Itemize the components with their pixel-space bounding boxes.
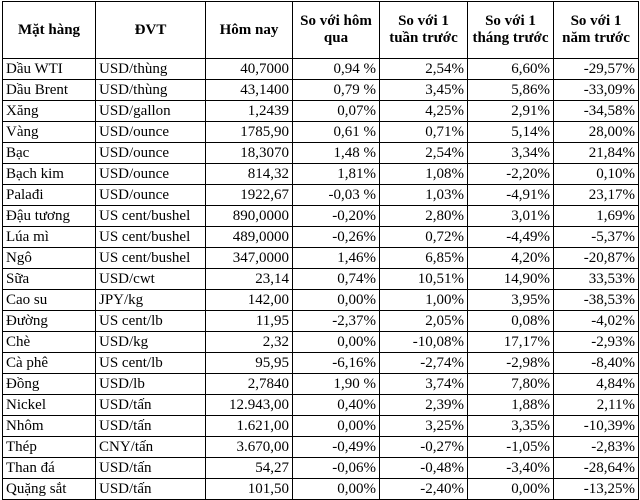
commodity-name-cell: Bạc xyxy=(3,143,96,164)
header-unit: ĐVT xyxy=(96,2,206,59)
change-month-cell: -1,05% xyxy=(468,437,554,458)
price-today-cell: 489,0000 xyxy=(206,227,293,248)
table-row xyxy=(3,248,639,269)
change-week-cell: 3,74% xyxy=(380,374,468,395)
change-week-cell: 2,39% xyxy=(380,395,468,416)
header-today: Hôm nay xyxy=(206,2,293,59)
table-body xyxy=(3,59,639,500)
change-month-cell: 3,34% xyxy=(468,143,554,164)
change-week-cell: 2,80% xyxy=(380,206,468,227)
price-today-cell: 3.670,00 xyxy=(206,437,293,458)
change-year-cell: -38,53% xyxy=(554,290,639,311)
table-row xyxy=(3,458,639,479)
change-year-cell: 28,00% xyxy=(554,122,639,143)
change-day-cell: -0,49% xyxy=(293,437,380,458)
unit-cell: USD/gallon xyxy=(96,101,206,122)
change-month-cell: 0,08% xyxy=(468,311,554,332)
price-today-cell: 1,2439 xyxy=(206,101,293,122)
change-day-cell: 0,74% xyxy=(293,269,380,290)
change-week-cell: 2,54% xyxy=(380,59,468,80)
change-year-cell: -4,02% xyxy=(554,311,639,332)
price-today-cell: 890,0000 xyxy=(206,206,293,227)
change-day-cell: 0,61 % xyxy=(293,122,380,143)
change-month-cell: 4,20% xyxy=(468,248,554,269)
change-month-cell: 1,88% xyxy=(468,395,554,416)
change-year-cell: -29,57% xyxy=(554,59,639,80)
price-today-cell: 1785,90 xyxy=(206,122,293,143)
change-year-cell: -20,87% xyxy=(554,248,639,269)
change-day-cell: -0,06% xyxy=(293,458,380,479)
change-month-cell: 3,95% xyxy=(468,290,554,311)
table-row xyxy=(3,122,639,143)
change-day-cell: 1,46% xyxy=(293,248,380,269)
table-row xyxy=(3,143,639,164)
change-year-cell: -8,40% xyxy=(554,353,639,374)
commodity-name-cell: Thép xyxy=(3,437,96,458)
unit-cell: US cent/bushel xyxy=(96,227,206,248)
price-today-cell: 23,14 xyxy=(206,269,293,290)
commodity-name-cell: Ngô xyxy=(3,248,96,269)
table-row xyxy=(3,437,639,458)
price-today-cell: 11,95 xyxy=(206,311,293,332)
change-year-cell: 1,69% xyxy=(554,206,639,227)
commodity-name-cell: Chè xyxy=(3,332,96,353)
commodity-name-cell: Cà phê xyxy=(3,353,96,374)
change-week-cell: 3,45% xyxy=(380,80,468,101)
change-year-cell: 33,53% xyxy=(554,269,639,290)
change-day-cell: -6,16% xyxy=(293,353,380,374)
change-year-cell: 2,11% xyxy=(554,395,639,416)
unit-cell: USD/thùng xyxy=(96,80,206,101)
change-year-cell: -33,09% xyxy=(554,80,639,101)
table-row xyxy=(3,311,639,332)
price-today-cell: 2,7840 xyxy=(206,374,293,395)
change-year-cell: -13,25% xyxy=(554,479,639,500)
price-today-cell: 2,32 xyxy=(206,332,293,353)
change-year-cell: -28,64% xyxy=(554,458,639,479)
price-today-cell: 95,95 xyxy=(206,353,293,374)
change-year-cell: 23,17% xyxy=(554,185,639,206)
header-vs-week: So với 1 tuần trước xyxy=(380,2,468,59)
header-commodity: Mặt hàng xyxy=(3,2,96,59)
unit-cell: USD/ounce xyxy=(96,143,206,164)
change-week-cell: 1,00% xyxy=(380,290,468,311)
change-week-cell: -0,27% xyxy=(380,437,468,458)
change-week-cell: -2,74% xyxy=(380,353,468,374)
price-today-cell: 1922,67 xyxy=(206,185,293,206)
commodity-name-cell: Dầu Brent xyxy=(3,80,96,101)
header-vs-yesterday: So với hôm qua xyxy=(293,2,380,59)
table-row xyxy=(3,185,639,206)
table-row xyxy=(3,290,639,311)
unit-cell: US cent/bushel xyxy=(96,206,206,227)
commodity-name-cell: Bạch kim xyxy=(3,164,96,185)
unit-cell: USD/ounce xyxy=(96,185,206,206)
unit-cell: USD/tấn xyxy=(96,458,206,479)
table-row xyxy=(3,374,639,395)
change-day-cell: -0,26% xyxy=(293,227,380,248)
change-year-cell: -10,39% xyxy=(554,416,639,437)
change-day-cell: 0,94 % xyxy=(293,59,380,80)
change-week-cell: 0,72% xyxy=(380,227,468,248)
change-year-cell: -2,93% xyxy=(554,332,639,353)
price-today-cell: 347,0000 xyxy=(206,248,293,269)
change-day-cell: -2,37% xyxy=(293,311,380,332)
commodity-name-cell: Than đá xyxy=(3,458,96,479)
unit-cell: USD/tấn xyxy=(96,479,206,500)
change-year-cell: -5,37% xyxy=(554,227,639,248)
change-day-cell: 0,79 % xyxy=(293,80,380,101)
change-week-cell: 4,25% xyxy=(380,101,468,122)
change-day-cell: -0,03 % xyxy=(293,185,380,206)
unit-cell: US cent/bushel xyxy=(96,248,206,269)
change-day-cell: -0,20% xyxy=(293,206,380,227)
unit-cell: JPY/kg xyxy=(96,290,206,311)
change-month-cell: 5,14% xyxy=(468,122,554,143)
price-today-cell: 54,27 xyxy=(206,458,293,479)
commodity-price-table xyxy=(2,1,639,500)
change-year-cell: 21,84% xyxy=(554,143,639,164)
table-row xyxy=(3,395,639,416)
header-row xyxy=(3,2,639,59)
change-week-cell: -0,48% xyxy=(380,458,468,479)
commodity-name-cell: Nhôm xyxy=(3,416,96,437)
change-day-cell: 0,00% xyxy=(293,479,380,500)
price-today-cell: 101,50 xyxy=(206,479,293,500)
change-day-cell: 0,07% xyxy=(293,101,380,122)
header-vs-year: So với 1 năm trước xyxy=(554,2,639,59)
change-week-cell: 3,25% xyxy=(380,416,468,437)
change-month-cell: -2,20% xyxy=(468,164,554,185)
price-today-cell: 12.943,00 xyxy=(206,395,293,416)
unit-cell: USD/tấn xyxy=(96,416,206,437)
unit-cell: USD/tấn xyxy=(96,395,206,416)
commodity-name-cell: Đồng xyxy=(3,374,96,395)
change-month-cell: 3,01% xyxy=(468,206,554,227)
change-month-cell: -2,98% xyxy=(468,353,554,374)
price-today-cell: 18,3070 xyxy=(206,143,293,164)
table-row xyxy=(3,269,639,290)
change-month-cell: 5,86% xyxy=(468,80,554,101)
change-month-cell: 6,60% xyxy=(468,59,554,80)
change-week-cell: 0,71% xyxy=(380,122,468,143)
change-month-cell: -4,49% xyxy=(468,227,554,248)
change-week-cell: 1,03% xyxy=(380,185,468,206)
table-row xyxy=(3,332,639,353)
unit-cell: USD/thùng xyxy=(96,59,206,80)
change-year-cell: -34,58% xyxy=(554,101,639,122)
table-row xyxy=(3,227,639,248)
unit-cell: US cent/lb xyxy=(96,311,206,332)
table-row xyxy=(3,353,639,374)
change-day-cell: 0,00% xyxy=(293,416,380,437)
unit-cell: USD/cwt xyxy=(96,269,206,290)
change-month-cell: 17,17% xyxy=(468,332,554,353)
change-month-cell: 0,00% xyxy=(468,479,554,500)
change-day-cell: 0,40% xyxy=(293,395,380,416)
table-row xyxy=(3,80,639,101)
commodity-name-cell: Đậu tương xyxy=(3,206,96,227)
table-row xyxy=(3,101,639,122)
change-year-cell: 0,10% xyxy=(554,164,639,185)
table-row xyxy=(3,206,639,227)
unit-cell: USD/ounce xyxy=(96,164,206,185)
commodity-name-cell: Cao su xyxy=(3,290,96,311)
change-day-cell: 0,00% xyxy=(293,290,380,311)
change-day-cell: 1,48 % xyxy=(293,143,380,164)
commodity-name-cell: Nickel xyxy=(3,395,96,416)
change-week-cell: 2,05% xyxy=(380,311,468,332)
change-month-cell: -4,91% xyxy=(468,185,554,206)
change-month-cell: 14,90% xyxy=(468,269,554,290)
price-today-cell: 43,1400 xyxy=(206,80,293,101)
commodity-name-cell: Palađi xyxy=(3,185,96,206)
unit-cell: USD/kg xyxy=(96,332,206,353)
commodity-name-cell: Đường xyxy=(3,311,96,332)
unit-cell: CNY/tấn xyxy=(96,437,206,458)
price-today-cell: 1.621,00 xyxy=(206,416,293,437)
commodity-name-cell: Lúa mì xyxy=(3,227,96,248)
unit-cell: US cent/lb xyxy=(96,353,206,374)
table-row xyxy=(3,164,639,185)
change-month-cell: 7,80% xyxy=(468,374,554,395)
table-row xyxy=(3,59,639,80)
change-month-cell: 3,35% xyxy=(468,416,554,437)
change-week-cell: 10,51% xyxy=(380,269,468,290)
change-week-cell: -10,08% xyxy=(380,332,468,353)
price-today-cell: 142,00 xyxy=(206,290,293,311)
price-today-cell: 814,32 xyxy=(206,164,293,185)
change-month-cell: 2,91% xyxy=(468,101,554,122)
change-year-cell: -2,83% xyxy=(554,437,639,458)
change-week-cell: 1,08% xyxy=(380,164,468,185)
table-row xyxy=(3,416,639,437)
commodity-name-cell: Xăng xyxy=(3,101,96,122)
change-week-cell: -2,40% xyxy=(380,479,468,500)
header-vs-month: So với 1 tháng trước xyxy=(468,2,554,59)
change-day-cell: 1,90 % xyxy=(293,374,380,395)
change-day-cell: 1,81% xyxy=(293,164,380,185)
commodity-name-cell: Quặng sắt xyxy=(3,479,96,500)
change-month-cell: -3,40% xyxy=(468,458,554,479)
price-today-cell: 40,7000 xyxy=(206,59,293,80)
commodity-name-cell: Sữa xyxy=(3,269,96,290)
commodity-name-cell: Dầu WTI xyxy=(3,59,96,80)
unit-cell: USD/lb xyxy=(96,374,206,395)
change-week-cell: 2,54% xyxy=(380,143,468,164)
change-week-cell: 6,85% xyxy=(380,248,468,269)
commodity-name-cell: Vàng xyxy=(3,122,96,143)
table-row xyxy=(3,479,639,500)
change-year-cell: 4,84% xyxy=(554,374,639,395)
unit-cell: USD/ounce xyxy=(96,122,206,143)
change-day-cell: 0,00% xyxy=(293,332,380,353)
